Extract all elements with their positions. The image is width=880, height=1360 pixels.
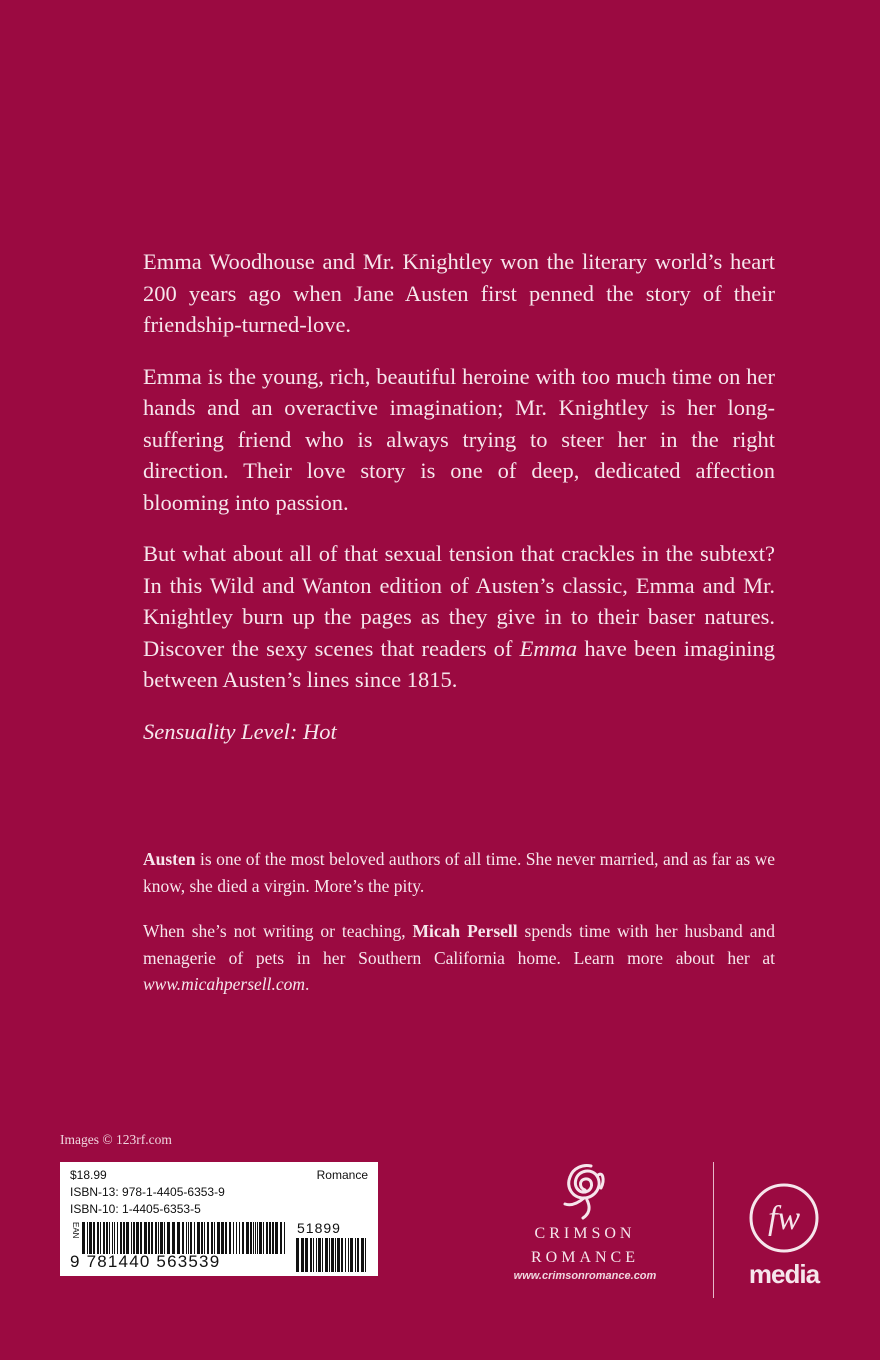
barcode-icon xyxy=(82,1222,288,1254)
isbn-13: ISBN-13: 978-1-4405-6353-9 xyxy=(70,1185,225,1199)
blurb-p3-end: have been imagining between Austen’s lines since 1815. xyxy=(143,635,775,692)
barcode-digits: 9 781440 563539 xyxy=(70,1252,221,1271)
fw-media-text: media xyxy=(748,1259,820,1289)
crimson-romance-logo xyxy=(505,1160,665,1300)
micah-bio-end: . xyxy=(305,974,310,994)
isbn-10: ISBN-10: 1-4405-6353-5 xyxy=(70,1202,201,1216)
blurb-paragraph-2: Emma is the young, rich, beautiful heroine with too much time on her hands and an overactive imagination; Mr. Knightley is her long-suffering friend who is always trying to steer her in the right direction. Their love story is one of deep, dedicated affection blooming into passion. xyxy=(143,363,775,515)
author-bios xyxy=(143,846,775,1017)
austen-name: Austen xyxy=(143,849,196,869)
micah-bio xyxy=(143,918,775,998)
micah-bio-start: When she’s not writing or teaching, xyxy=(143,921,413,941)
back-cover-blurb xyxy=(143,246,775,767)
rose-icon xyxy=(557,1160,613,1220)
blurb-p3-title: Emma xyxy=(519,635,578,661)
austen-bio-text: is one of the most beloved authors of all time. She never married, and as far as we know, she died a virgin. More’s the pity. xyxy=(143,849,775,896)
blurb-paragraph-1: Emma Woodhouse and Mr. Knightley won the literary world’s heart 200 years ago when Jane Austen first penned the story of their friendship-turned-love. xyxy=(143,249,775,337)
price-barcode-icon xyxy=(296,1238,370,1272)
price: $18.99 xyxy=(70,1168,107,1182)
logo-divider xyxy=(713,1162,714,1298)
micah-bio-text: spends time with her husband and menagerie of pets in her Southern California home. Learn more about her at xyxy=(143,921,776,968)
svg-text:fw: fw xyxy=(767,1200,801,1237)
ean-label: EAN xyxy=(71,1222,80,1239)
image-credit: Images © 123rf.com xyxy=(60,1132,172,1147)
crimson-name-line2: ROMANCE xyxy=(530,1249,639,1266)
fw-logo-icon xyxy=(746,1180,822,1256)
micah-url: www.micahpersell.com xyxy=(143,974,306,994)
blurb-p3-start: But what about all of that sexual tension that crackles in the subtext? In this Wild and Wanton edition of Austen’s classic, Emma and Mr. Knightley burn up the pages as they give in to their baser natures. Discover the sexy scenes that readers of xyxy=(143,541,775,661)
crimson-name-line1: CRIMSON xyxy=(534,1225,636,1242)
price-code: 51899 xyxy=(297,1220,341,1236)
sensuality-level: Sensuality Level: Hot xyxy=(143,718,337,744)
barcode-box xyxy=(60,1162,378,1276)
genre: Romance xyxy=(316,1168,368,1182)
fw-media-logo xyxy=(742,1180,826,1289)
austen-bio xyxy=(143,846,775,899)
micah-name: Micah Persell xyxy=(412,921,518,941)
blurb-paragraph-3 xyxy=(143,538,775,696)
crimson-url: www.crimsonromance.com xyxy=(513,1270,657,1282)
